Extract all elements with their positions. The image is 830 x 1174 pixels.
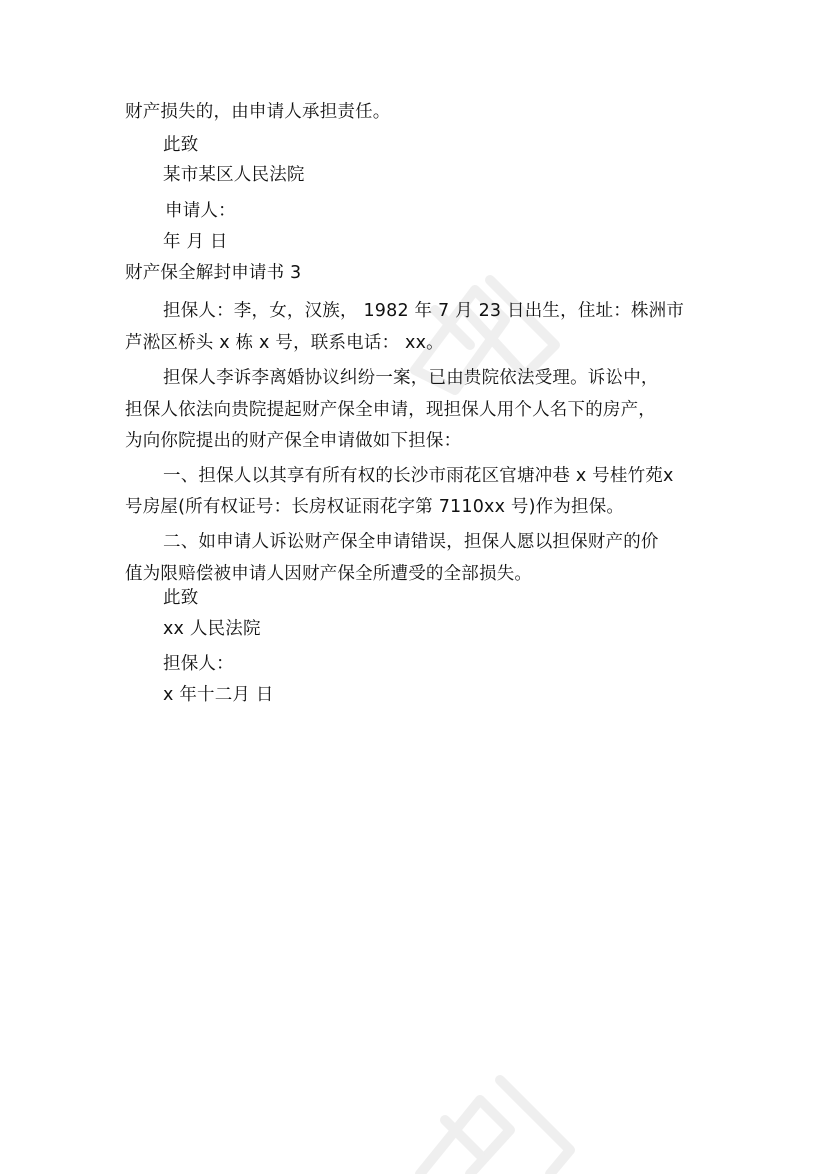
text-line: 为向你院提出的财产保全申请做如下担保： bbox=[125, 431, 462, 451]
text-line: 号房屋(所有权证号：长房权证雨花字第 7110xx 号)作为担保。 bbox=[125, 497, 625, 517]
guarantor-label: 担保人： bbox=[163, 654, 234, 674]
text-line: 一、担保人以其享有所有权的长沙市雨花区官塘冲巷 x 号桂竹苑x bbox=[163, 466, 674, 486]
date-line: x 年十二月 日 bbox=[163, 685, 274, 705]
closing-salutation: 此致 bbox=[163, 588, 199, 608]
text-line: 担保人依法向贵院提起财产保全申请，现担保人用个人名下的房产， bbox=[125, 400, 656, 420]
court-name: xx 人民法院 bbox=[163, 619, 261, 639]
text-line: 担保人李诉李离婚协议纠纷一案，已由贵院依法受理。诉讼中， bbox=[163, 368, 659, 388]
applicant-label: 申请人： bbox=[165, 201, 236, 221]
text-line: 财产损失的，由申请人承担责任。 bbox=[125, 102, 391, 122]
text-line: 值为限赔偿被申请人因财产保全所遭受的全部损失。 bbox=[125, 564, 533, 584]
watermark-logo-icon bbox=[390, 1040, 590, 1174]
court-name: 某市某区人民法院 bbox=[163, 165, 305, 185]
text-line: 二、如申请人诉讼财产保全申请错误，担保人愿以担保财产的价 bbox=[163, 532, 659, 552]
section-title: 财产保全解封申请书 3 bbox=[125, 263, 302, 283]
date-line: 年 月 日 bbox=[163, 232, 228, 252]
text-line: 芦淞区桥头 x 栋 x 号，联系电话： xx。 bbox=[125, 333, 444, 353]
closing-salutation: 此致 bbox=[163, 135, 199, 155]
text-line: 担保人：李，女，汉族， 1982 年 7 月 23 日出生，住址：株洲市 bbox=[163, 301, 685, 321]
